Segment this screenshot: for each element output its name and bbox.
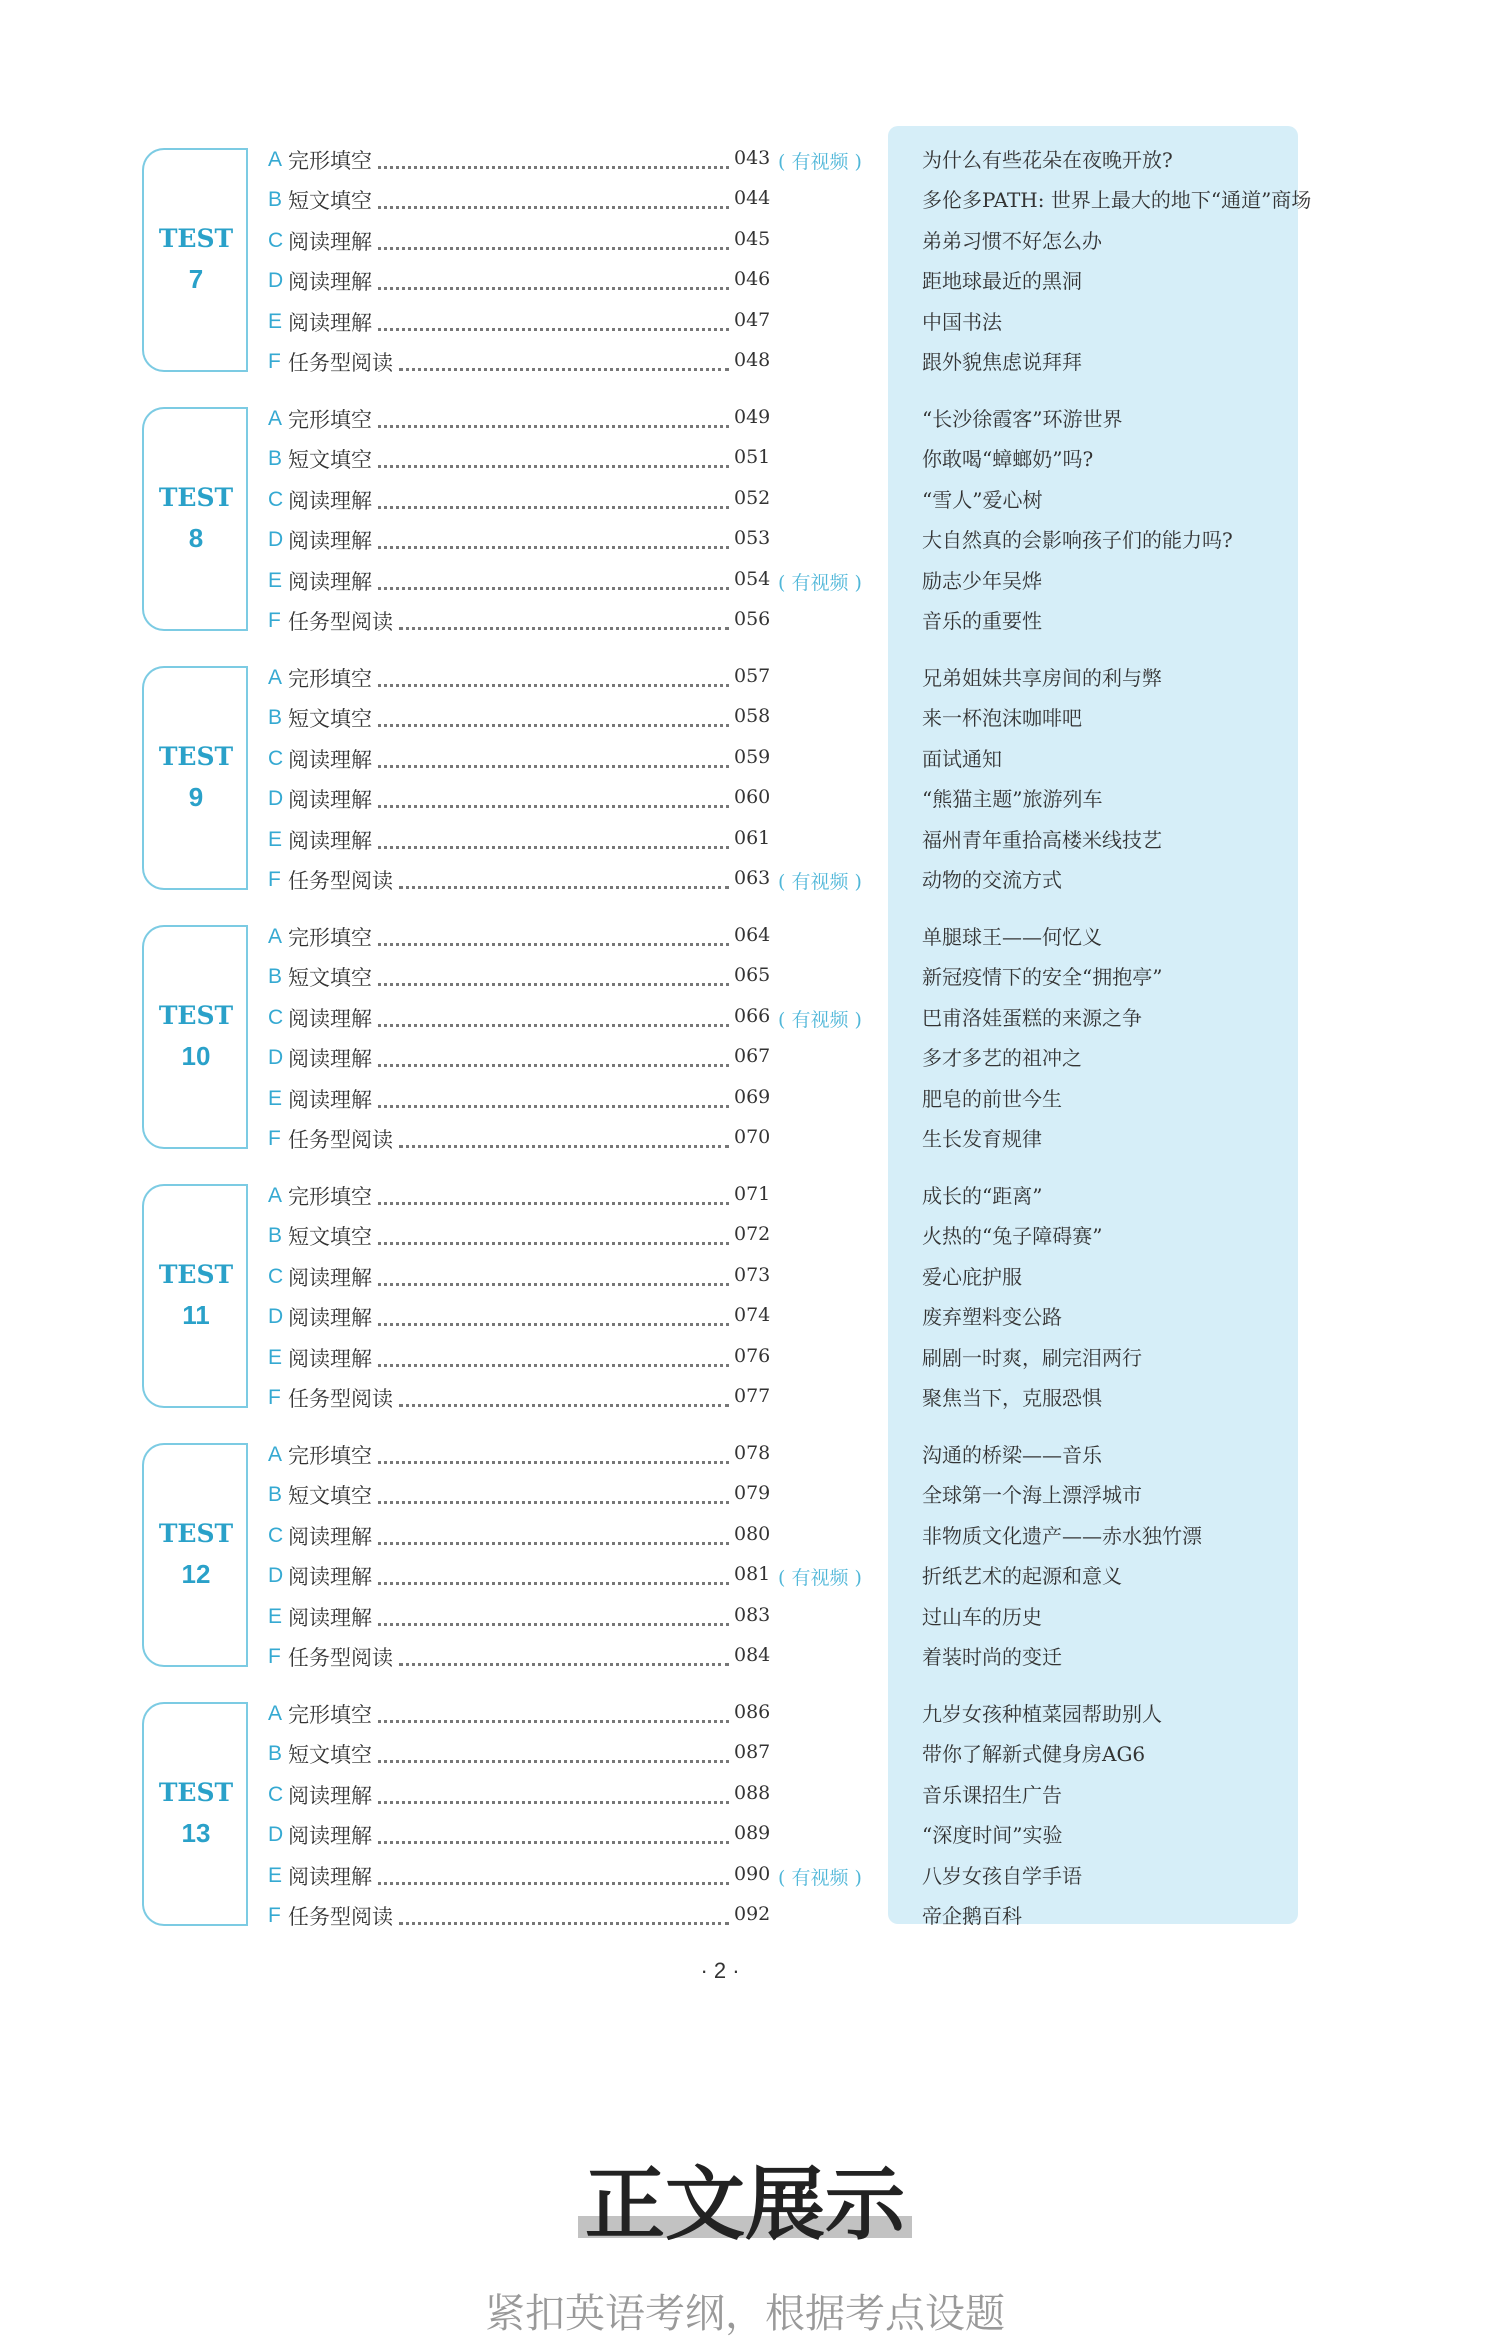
video-tag[interactable]: ( 有视频 ) xyxy=(778,151,862,173)
page-ref: 071 xyxy=(734,1183,771,1205)
page-ref: 066 xyxy=(734,1004,771,1027)
section-letter: A xyxy=(268,666,283,689)
section-name: 阅读理解 xyxy=(288,788,372,813)
toc-row[interactable] xyxy=(268,1516,888,1556)
toc-row[interactable] xyxy=(268,1119,888,1159)
section-name: 任务型阅读 xyxy=(288,1387,393,1411)
section-letter: D xyxy=(268,787,284,811)
toc-row[interactable] xyxy=(268,480,888,520)
topic-title: 音乐的重要性 xyxy=(922,609,1042,633)
section-letter: A xyxy=(268,1702,283,1725)
section-name: 阅读理解 xyxy=(288,569,372,594)
test-label: TEST xyxy=(158,1001,234,1030)
page-ref: 051 xyxy=(734,446,771,469)
test-label: TEST xyxy=(158,1260,234,1289)
video-tag[interactable]: ( 有视频 ) xyxy=(778,1866,862,1889)
toc-row[interactable] xyxy=(268,1378,888,1418)
page-number: · 2 · xyxy=(700,1958,740,1983)
section-name: 完形填空 xyxy=(288,1444,372,1468)
page-ref: 049 xyxy=(734,406,771,428)
topic-title: “深度时间”实验 xyxy=(922,1823,1063,1848)
toc-row[interactable] xyxy=(268,342,888,382)
section-letter: D xyxy=(268,269,284,293)
section-letter: C xyxy=(268,1264,284,1288)
topic-title: “熊猫主题”旅游列车 xyxy=(922,787,1103,812)
section-name: 短文填空 xyxy=(288,189,372,214)
page-ref: 044 xyxy=(734,187,771,210)
toc-row[interactable] xyxy=(268,658,888,698)
toc-row[interactable] xyxy=(268,180,888,220)
topic-title: 火热的“兔子障碍赛” xyxy=(922,1224,1103,1249)
topic-title: 你敢喝“蟑螂奶”吗? xyxy=(922,447,1094,472)
section-name: 阅读理解 xyxy=(288,1824,372,1849)
toc-row[interactable] xyxy=(268,1216,888,1256)
page-ref: 046 xyxy=(734,268,771,291)
toc-row[interactable] xyxy=(268,1734,888,1774)
toc-row[interactable] xyxy=(268,1038,888,1078)
page-ref: 043 xyxy=(734,147,771,169)
section-name: 阅读理解 xyxy=(288,1087,372,1112)
section-name: 阅读理解 xyxy=(288,1565,372,1590)
section-letter: B xyxy=(268,706,283,730)
section-letter: B xyxy=(268,447,283,471)
topic-title: 多才多艺的祖冲之 xyxy=(922,1046,1082,1071)
topic-title: 成长的“距离” xyxy=(922,1184,1043,1208)
toc-row[interactable] xyxy=(268,1176,888,1216)
section-letter: F xyxy=(268,868,281,891)
page-ref: 065 xyxy=(734,964,771,987)
toc-row[interactable] xyxy=(268,860,888,900)
section-letter: C xyxy=(268,1782,284,1806)
section-name: 任务型阅读 xyxy=(288,1646,393,1670)
topic-title: 帝企鹅百科 xyxy=(922,1904,1022,1928)
section-name: 完形填空 xyxy=(288,1703,372,1727)
section-name: 任务型阅读 xyxy=(288,1905,393,1929)
test-badge xyxy=(142,1702,248,1926)
section-letter: F xyxy=(268,609,281,632)
test-label: TEST xyxy=(158,742,234,771)
toc-row[interactable] xyxy=(268,1079,888,1119)
test-number: 13 xyxy=(181,1818,211,1848)
test-number: 10 xyxy=(181,1041,211,1071)
topic-title: 肥皂的前世今生 xyxy=(922,1086,1062,1111)
section-letter: B xyxy=(268,1224,283,1248)
page-ref: 063 xyxy=(734,867,771,889)
section-name: 完形填空 xyxy=(288,667,372,691)
topic-title: 爱心庇护服 xyxy=(922,1264,1022,1289)
section-title: 正文展示 xyxy=(585,2158,905,2251)
toc-row[interactable] xyxy=(268,1257,888,1297)
page-ref: 054 xyxy=(734,567,771,590)
section-letter: A xyxy=(268,148,283,171)
topic-title: 全球第一个海上漂浮城市 xyxy=(922,1483,1142,1508)
test-badge xyxy=(142,407,248,631)
toc-row[interactable] xyxy=(268,1338,888,1378)
video-tag[interactable]: ( 有视频 ) xyxy=(778,1008,862,1031)
section-letter: B xyxy=(268,188,283,212)
page-ref: 083 xyxy=(734,1603,771,1626)
test-number: 11 xyxy=(182,1300,210,1330)
section-letter: E xyxy=(268,827,283,851)
section-name: 短文填空 xyxy=(288,966,372,991)
toc-row[interactable] xyxy=(268,917,888,957)
test-label: TEST xyxy=(158,1778,234,1807)
page-ref: 087 xyxy=(734,1741,771,1764)
page-ref: 078 xyxy=(734,1442,771,1464)
toc-row[interactable] xyxy=(268,1856,888,1896)
page-ref: 058 xyxy=(734,705,771,728)
section-name: 阅读理解 xyxy=(288,1783,372,1808)
section-letter: D xyxy=(268,1823,284,1847)
topic-title: 为什么有些花朵在夜晚开放? xyxy=(922,148,1173,172)
section-letter: A xyxy=(268,407,283,430)
toc-row[interactable] xyxy=(268,1297,888,1337)
section-subtitle: 紧扣英语考纲，根据考点设题 xyxy=(485,2291,1005,2337)
section-name: 阅读理解 xyxy=(288,828,372,853)
topic-title: 非物质文化遗产——赤水独竹漂 xyxy=(922,1523,1202,1548)
page-ref: 045 xyxy=(734,227,771,250)
section-name: 阅读理解 xyxy=(288,747,372,772)
section-name: 短文填空 xyxy=(288,1484,372,1509)
page-ref: 077 xyxy=(734,1385,771,1407)
toc-row[interactable] xyxy=(268,1556,888,1596)
topic-title: 跟外貌焦虑说拜拜 xyxy=(922,350,1082,374)
page-ref: 079 xyxy=(734,1482,771,1505)
section-name: 完形填空 xyxy=(288,926,372,950)
toc-row[interactable] xyxy=(268,1637,888,1677)
test-badge xyxy=(142,666,248,890)
section-letter: B xyxy=(268,965,283,989)
section-letter: F xyxy=(268,1904,281,1927)
section-name: 任务型阅读 xyxy=(288,351,393,375)
section-letter: A xyxy=(268,1184,283,1207)
toc-row[interactable] xyxy=(268,698,888,738)
test-number: 12 xyxy=(181,1559,211,1589)
section-letter: F xyxy=(268,1645,281,1668)
toc-row[interactable] xyxy=(268,1597,888,1637)
topic-title: 励志少年吴烨 xyxy=(922,568,1042,593)
topic-title: 九岁女孩种植菜园帮助别人 xyxy=(922,1702,1162,1726)
topic-title: 带你了解新式健身房AG6 xyxy=(922,1742,1146,1767)
page-ref: 061 xyxy=(734,826,771,849)
page-ref: 053 xyxy=(734,527,771,550)
topic-title: 来一杯泡沫咖啡吧 xyxy=(922,706,1082,731)
section-letter: A xyxy=(268,1443,283,1466)
test-badge xyxy=(142,1443,248,1667)
topic-title: 弟弟习惯不好怎么办 xyxy=(922,228,1102,253)
section-letter: E xyxy=(268,309,283,333)
toc-row[interactable] xyxy=(268,820,888,860)
section-name: 短文填空 xyxy=(288,1743,372,1768)
page-ref: 069 xyxy=(734,1085,771,1108)
toc-row[interactable] xyxy=(268,998,888,1038)
toc-row[interactable] xyxy=(268,1475,888,1515)
toc-row[interactable] xyxy=(268,1694,888,1734)
section-letter: D xyxy=(268,1305,284,1329)
section-letter: D xyxy=(268,1046,284,1070)
topic-title: 聚焦当下，克服恐惧 xyxy=(922,1386,1102,1410)
section-letter: B xyxy=(268,1483,283,1507)
test-number: 7 xyxy=(188,264,204,294)
section-name: 阅读理解 xyxy=(288,270,372,295)
section-name: 阅读理解 xyxy=(288,310,372,335)
section-name: 阅读理解 xyxy=(288,1864,372,1889)
test-number: 8 xyxy=(188,523,204,553)
section-letter: F xyxy=(268,350,281,373)
topic-title: 着装时尚的变迁 xyxy=(922,1645,1062,1669)
section-letter: C xyxy=(268,487,284,511)
section-name: 任务型阅读 xyxy=(288,869,393,893)
topic-title: 巴甫洛娃蛋糕的来源之争 xyxy=(922,1005,1142,1030)
video-tag[interactable]: ( 有视频 ) xyxy=(778,1567,862,1590)
page-ref: 090 xyxy=(734,1862,771,1885)
section-name: 阅读理解 xyxy=(288,1306,372,1331)
test-badge xyxy=(142,925,248,1149)
page-ref: 084 xyxy=(734,1644,771,1666)
topic-title: “长沙徐霞客”环游世界 xyxy=(922,407,1123,431)
page-ref: 089 xyxy=(734,1822,771,1845)
toc-row[interactable] xyxy=(268,221,888,261)
section-name: 阅读理解 xyxy=(288,1006,372,1031)
section-name: 阅读理解 xyxy=(288,1265,372,1290)
page-ref: 081 xyxy=(734,1563,771,1586)
section-name: 阅读理解 xyxy=(288,1524,372,1549)
section-letter: D xyxy=(268,1564,284,1588)
topic-title: 多伦多PATH: 世界上最大的地下“通道”商场 xyxy=(922,188,1312,213)
page-ref: 070 xyxy=(734,1126,771,1148)
section-name: 短文填空 xyxy=(288,1225,372,1250)
toc-row[interactable] xyxy=(268,439,888,479)
toc-row[interactable] xyxy=(268,140,888,180)
section-letter: E xyxy=(268,568,283,592)
test-label: TEST xyxy=(158,1519,234,1548)
topic-title: 音乐课招生广告 xyxy=(922,1782,1062,1807)
section-letter: C xyxy=(268,1005,284,1029)
section-name: 完形填空 xyxy=(288,408,372,432)
page-ref: 048 xyxy=(734,349,771,371)
toc-row[interactable] xyxy=(268,1435,888,1475)
section-letter: C xyxy=(268,228,284,252)
section-name: 完形填空 xyxy=(288,1185,372,1209)
section-letter: C xyxy=(268,1523,284,1547)
page-ref: 067 xyxy=(734,1045,771,1068)
topic-title: 动物的交流方式 xyxy=(922,868,1062,892)
section-name: 阅读理解 xyxy=(288,1047,372,1072)
topic-title: 沟通的桥梁——音乐 xyxy=(922,1443,1102,1467)
section-name: 任务型阅读 xyxy=(288,610,393,634)
toc-row[interactable] xyxy=(268,261,888,301)
section-letter: F xyxy=(268,1386,281,1409)
page-ref: 073 xyxy=(734,1263,771,1286)
section-letter: A xyxy=(268,925,283,948)
section-letter: F xyxy=(268,1127,281,1150)
topic-title: 单腿球王——何忆义 xyxy=(922,925,1102,949)
topic-title: 刷剧一时爽，刷完泪两行 xyxy=(922,1345,1142,1370)
page-ref: 060 xyxy=(734,786,771,809)
section-name: 任务型阅读 xyxy=(288,1128,393,1152)
toc-row[interactable] xyxy=(268,1775,888,1815)
page-ref: 086 xyxy=(734,1701,771,1723)
section-letter: B xyxy=(268,1742,283,1766)
section-name: 短文填空 xyxy=(288,707,372,732)
video-tag[interactable]: ( 有视频 ) xyxy=(778,571,862,594)
section-name: 阅读理解 xyxy=(288,488,372,513)
page-ref: 047 xyxy=(734,308,771,331)
page-ref: 088 xyxy=(734,1781,771,1804)
page-ref: 074 xyxy=(734,1304,771,1327)
topic-title: 八岁女孩自学手语 xyxy=(922,1863,1082,1888)
page-ref: 092 xyxy=(734,1903,771,1925)
page-ref: 080 xyxy=(734,1522,771,1545)
toc-row[interactable] xyxy=(268,399,888,439)
page-ref: 052 xyxy=(734,486,771,509)
topic-title: 废弃塑料变公路 xyxy=(922,1305,1062,1330)
section-name: 短文填空 xyxy=(288,448,372,473)
page-ref: 072 xyxy=(734,1223,771,1246)
topic-title: 中国书法 xyxy=(922,309,1002,334)
topic-title: 兄弟姐妹共享房间的利与弊 xyxy=(922,666,1162,690)
test-number: 9 xyxy=(188,782,204,812)
section-letter: D xyxy=(268,528,284,552)
section-letter: E xyxy=(268,1604,283,1628)
page-ref: 076 xyxy=(734,1344,771,1367)
video-tag[interactable]: ( 有视频 ) xyxy=(778,871,862,893)
section-letter: C xyxy=(268,746,284,770)
topic-title: 面试通知 xyxy=(922,746,1002,771)
test-label: TEST xyxy=(158,483,234,512)
toc-row[interactable] xyxy=(268,1815,888,1855)
topic-title: 距地球最近的黑洞 xyxy=(922,269,1082,294)
topic-title: “雪人”爱心树 xyxy=(922,487,1043,512)
page-ref: 059 xyxy=(734,745,771,768)
toc-row[interactable] xyxy=(268,302,888,342)
section-letter: E xyxy=(268,1086,283,1110)
test-label: TEST xyxy=(158,224,234,253)
toc-row[interactable] xyxy=(268,779,888,819)
toc-row[interactable] xyxy=(268,561,888,601)
page-ref: 056 xyxy=(734,608,771,630)
section-name: 阅读理解 xyxy=(288,1605,372,1630)
topic-title: 折纸艺术的起源和意义 xyxy=(922,1564,1122,1589)
page-ref: 064 xyxy=(734,924,771,946)
test-badge xyxy=(142,1184,248,1408)
section-letter: E xyxy=(268,1863,283,1887)
section-name: 完形填空 xyxy=(288,149,372,173)
toc-row[interactable] xyxy=(268,1896,888,1936)
section-name: 阅读理解 xyxy=(288,229,372,254)
section-name: 阅读理解 xyxy=(288,529,372,554)
topic-title: 福州青年重拾高楼米线技艺 xyxy=(922,827,1162,852)
topic-title: 新冠疫情下的安全“拥抱亭” xyxy=(922,965,1163,990)
toc-row[interactable] xyxy=(268,957,888,997)
topic-title: 过山车的历史 xyxy=(922,1604,1042,1629)
toc-row[interactable] xyxy=(268,601,888,641)
section-name: 阅读理解 xyxy=(288,1346,372,1371)
section-letter: E xyxy=(268,1345,283,1369)
page-ref: 057 xyxy=(734,665,771,687)
toc-row[interactable] xyxy=(268,520,888,560)
topic-title: 大自然真的会影响孩子们的能力吗? xyxy=(922,528,1233,553)
test-badge xyxy=(142,148,248,372)
topic-title: 生长发育规律 xyxy=(922,1127,1042,1151)
toc-row[interactable] xyxy=(268,739,888,779)
